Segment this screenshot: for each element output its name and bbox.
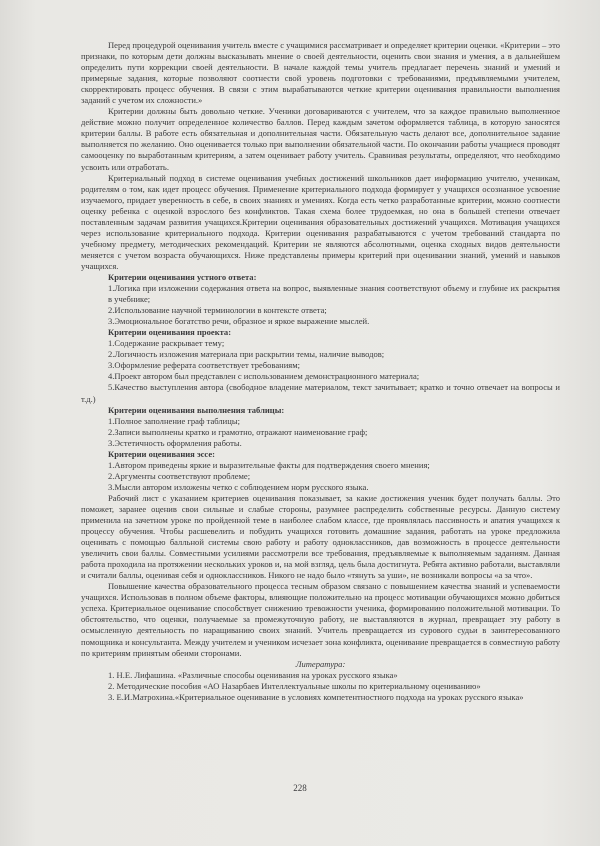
paragraph: Рабочий лист с указанием критериев оценивания показывает, за какие достижения ученик будет получать баллы. Это поможет, заранее оценив свои сильные и слабые стороны, разумнее распределить собственные ресурсы. Данную систему применила на зачетном уроке по пройденной теме в наиболее слабом классе, где проявлялась пассивность и апатия учащихся к процессу обучения. Чтобы расшевелить и побудить учащихся готовить домашние задания, работать на уроке предложила оценивать с помощью балльной системы свою работу и работу одноклассников, дав возможность в процессе деятельности увеличить свои баллы. Совместными усилиями рассмотрели все требования, предъявляемые к выполняемым заданиям. Данная работа проходила на протяжении нескольких уроков и, на мой взгляд, цель была достигнута. Ребята активно работали, выставляли и считали баллы, оценивая себя и одноклассников. Никого не надо было «тянуть за уши», не возникали вопросы «а за что». — [81, 492, 560, 581]
section-heading: Критерии оценивания устного ответа: — [108, 271, 257, 282]
paragraph: Критерии должны быть довольно четкие. Ученики договариваются с учителем, что за каждое правильно выполненное действие можно получит определенное количество баллов. Перед каждым зачетом оформляется таблица, в которую заносятся критерии баллы. В работе есть обязательная и дополнительная части. Обязательную часть делают все, дополнительное задание выполняется по желанию. Оно оценивается только при выполнении обязательной части. По окончании работы учащиеся проводят самооценку по выработанным критериям, а затем оценивает работу учитель. Сравнивая результаты, определяют, что необходимо усвоить или отработать. — [81, 106, 560, 172]
list-item: 1.Автором приведены яркие и выразительные факты для подтверждения своего мнения; — [108, 459, 430, 470]
list-item: 1.Полное заполнение граф таблицы; — [108, 415, 240, 426]
list-item: 5.Качество выступления автора (свободное владение материалом, текст зачитывает; кратко и точно отвечает на вопросы и т.д.) — [81, 382, 560, 404]
list-item: 4.Проект автором был представлен с использованием демонстрационного материала; — [108, 371, 420, 382]
article-body — [81, 40, 560, 703]
list-item: 1.Логика при изложении содержания ответа на вопрос, выявленные знания соответствуют объему и глубине их раскрытия в учебнике; — [108, 283, 560, 305]
list-item: 3.Эстетичность оформления работы. — [108, 437, 242, 448]
section-heading: Критерии оценивания проекта: — [108, 327, 232, 338]
section-heading: Критерии оценивания выполнения таблицы: — [108, 404, 285, 415]
paragraph: Перед процедурой оценивания учитель вместе с учащимися рассматривает и определяет критерии оценки. «Критерии – это признаки, по которым дети должны высказывать мнение о своей деятельности, оценить свои знания и умения, а в дальнейшем определить пути коррекции своей деятельности. В начале каждой темы учитель предлагает перечень знаний и умений и примерные задания, которые позволяют соотнести свой уровень подготовки с требованиями, предъявляемыми учителем, скорректировать процесс обучения. В связи с этим вырабатываются четкие критерии оценивания правильности выполнения заданий с учетом их сложности.» — [81, 40, 560, 106]
literature-heading: Литература: — [295, 658, 346, 669]
list-item: 1.Содержание раскрывает тему; — [108, 338, 225, 349]
page-number: 228 — [293, 783, 307, 793]
list-item: 2.Записи выполнены кратко и грамотно, отражают наименование граф; — [108, 426, 368, 437]
list-item: 2.Логичность изложения материала при раскрытии темы, наличие выводов; — [108, 349, 385, 360]
paragraph: Критериальный подход в системе оценивания учебных достижений школьников дает информацию учителю, ученикам, родителям о том, как идет процесс обучения. Применение критериального подхода формирует у учащихся осознанное усвоение изучаемого, придает уверенность в себе, в своих знаниях и умениях. Когда есть четко разработанные критерии, можно соотнести оценку ребенка с оценкой взрослого без конфликтов. Такая схема более трудоемкая, но она в большей степени отвечает поставленным задачам развития учащихся.Критерии оценивания образовательных достижений учащихся. Мотивация учащихся через использование критериального подхода. Критерии оценивания разрабатываются с учетом требований стандарта по учебному предмету, методических рекомендаций. Критерии не являются абсолютными, оценка сходных видов деятельности меняется с учетом возраста обучающихся. Ниже представлены примеры критерий при оценивании знаний, умений и навыков учащихся. — [81, 172, 560, 271]
list-item: 2.Аргументы соответствуют проблеме; — [108, 470, 251, 481]
section-heading: Критерии оценивания эссе: — [108, 448, 215, 459]
list-item: 3.Оформление реферата соответствует требованиям; — [108, 360, 300, 371]
reference-item: 1. Н.Е. Лифашина. «Различные способы оценивания на уроках русского языка» — [108, 669, 398, 680]
list-item: 3.Эмоциональное богатство речи, образное и яркое выражение мыслей. — [108, 316, 370, 327]
list-item: 3.Мысли автором изложены четко с соблюдением норм русского языка. — [108, 481, 369, 492]
paragraph: Повышение качества образовательного процесса тесным образом связано с повышением качества знаний и успеваемости учащихся. Использовав в полном объеме факторы, влияющие положительно на процесс мотивации обучающихся можно добиться успеха. Критериальное оценивание способствует снижению тревожности ученика, формированию положительной мотивации. То обстоятельство, что оценки, получаемые за промежуточную работу, не выставляются в журнал, превращает эту работу в осмысленную деятельность по наращиванию своих знаний. Учитель превращается из сурового судьи в заинтересованного помощника и консультанта. Между учителем и учеником исчезает зона конфликта, оценивание превращается в совместную работу по критериям принятым обеими сторонами. — [81, 581, 560, 658]
list-item: 2.Использование научной терминологии в контексте ответа; — [108, 305, 327, 316]
reference-item: 3. Е.И.Матрохина.«Критериальное оценивание в условиях компетентностного подхода на уроках русского языка» — [108, 691, 524, 702]
reference-item: 2. Методические пособия «АО Назарбаев Интеллектуальные школы по критериальному оцениванию» — [108, 680, 481, 691]
